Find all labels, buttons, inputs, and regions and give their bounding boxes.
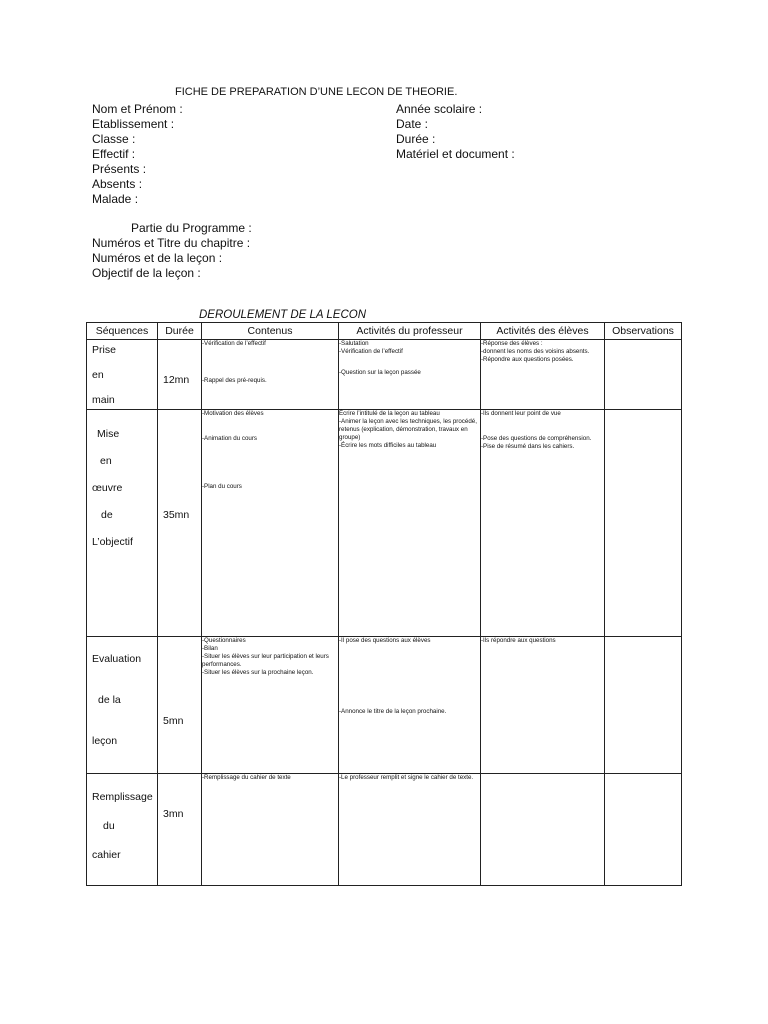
cell-line: -Vérification de l’effectif — [339, 348, 403, 355]
col-header-activites-eleves: Activités des élèves — [481, 323, 605, 340]
cell-line: -Réponse des élèves : — [481, 340, 543, 347]
col-header-duree: Durée — [158, 323, 202, 340]
eleves-cell — [481, 340, 605, 410]
field-nom: Nom et Prénom : — [92, 102, 183, 116]
field-date: Date : — [396, 117, 429, 131]
professeur-cell — [339, 774, 481, 886]
cell-line: -Annonce le titre de la leçon prochaine. — [339, 708, 447, 715]
duree-value: 3mn — [163, 808, 184, 820]
eleves-cell — [481, 637, 605, 774]
duree-value: 35mn — [163, 509, 190, 521]
cell-line: -Animation du cours — [202, 435, 258, 442]
field-chapitre: Numéros et Titre du chapitre : — [92, 236, 251, 250]
cell-line: -Le professeur remplit et signe le cahier de texte. — [339, 774, 474, 781]
cell-line: -Il pose des questions aux élèves — [339, 637, 431, 644]
sequence-cell — [87, 410, 158, 637]
field-materiel: Matériel et document : — [396, 147, 515, 161]
eleves-cell — [481, 774, 605, 886]
cell-line: -Vérification de l’effectif — [202, 340, 266, 347]
contenus-cell — [202, 774, 339, 886]
cell-line: -Rappel des pré-requis. — [202, 377, 267, 384]
cell-line: -Salutation — [339, 340, 369, 347]
cell-line: -Pose des questions de compréhension. — [481, 435, 592, 442]
observations-cell — [605, 340, 682, 410]
field-duree: Durée : — [396, 132, 436, 146]
sequence-word: Prise — [92, 344, 116, 356]
field-presents: Présents : — [92, 162, 147, 176]
cell-line: -Bilan — [202, 645, 218, 652]
cell-line: -Motivation des élèves — [202, 410, 264, 417]
professeur-cell — [339, 410, 481, 637]
field-numero-lecon: Numéros et de la leçon : — [92, 251, 223, 265]
professeur-cell — [339, 340, 481, 410]
duree-cell — [158, 774, 202, 886]
cell-line: -Pise de résumé dans les cahiers. — [481, 443, 575, 450]
sequence-word: en — [100, 455, 112, 467]
field-objectif: Objectif de la leçon : — [92, 266, 201, 280]
sequence-word: cahier — [92, 849, 121, 861]
sequence-word: leçon — [92, 735, 118, 747]
sequence-word: œuvre — [92, 482, 123, 494]
duree-cell — [158, 340, 202, 410]
page-title: FICHE DE PREPARATION D’UNE LECON DE THEORIE. — [175, 86, 458, 98]
professeur-cell — [339, 637, 481, 774]
sequence-cell — [87, 340, 158, 410]
field-partie-programme: Partie du Programme : — [131, 221, 252, 235]
deroulement-title: DEROULEMENT DE LA LECON — [199, 309, 366, 321]
duree-value: 5mn — [163, 715, 184, 727]
col-header-sequences: Séquences — [87, 323, 158, 340]
col-header-contenus: Contenus — [202, 323, 339, 340]
sequence-word: du — [103, 820, 115, 832]
duree-cell — [158, 637, 202, 774]
field-absents: Absents : — [92, 177, 143, 191]
cell-line: -Répondre aux questions posées. — [481, 356, 574, 363]
cell-line: -Plan du cours — [202, 483, 242, 490]
cell-line: -Questionnaires — [202, 637, 246, 644]
sequence-cell — [87, 637, 158, 774]
field-annee-scolaire: Année scolaire : — [396, 102, 483, 116]
sequence-word: Mise — [97, 428, 120, 440]
field-classe: Classe : — [92, 132, 136, 146]
sequence-word: Remplissage — [92, 791, 153, 803]
table-row — [87, 340, 682, 410]
col-header-observations: Observations — [605, 323, 682, 340]
table-row — [87, 637, 682, 774]
cell-line: Écrire l’intitulé de la leçon au tableau — [339, 410, 440, 417]
cell-line: -Ils répondre aux questions — [481, 637, 556, 644]
contenus-cell — [202, 340, 339, 410]
cell-line: -Situer les élèves sur leur participation et leurs performances. — [202, 653, 329, 668]
cell-line: -donnent les noms des voisins absents. — [481, 348, 590, 355]
cell-line: -Situer les élèves sur la prochaine leçon. — [202, 669, 314, 676]
field-malade: Malade : — [92, 192, 139, 206]
duree-cell — [158, 410, 202, 637]
cell-line: -Animer la leçon avec les techniques, les procédé, retenus (explication, démonstration, travaux en groupe) — [339, 418, 477, 441]
field-effectif: Effectif : — [92, 147, 136, 161]
cell-line: -Question sur la leçon passée — [339, 369, 421, 376]
sequence-word: de — [101, 509, 113, 521]
sequence-word: en — [92, 369, 104, 381]
sequence-cell — [87, 774, 158, 886]
eleves-cell — [481, 410, 605, 637]
lesson-table — [86, 322, 682, 886]
table-row — [87, 774, 682, 886]
cell-line: -Écrire les mots difficiles au tableau — [339, 442, 437, 449]
sequence-word: de la — [98, 694, 121, 706]
contenus-cell — [202, 410, 339, 637]
observations-cell — [605, 774, 682, 886]
table-header-row — [87, 323, 682, 340]
cell-line: -Remplissage du cahier de texte — [202, 774, 291, 781]
contenus-cell — [202, 637, 339, 774]
sequence-word: main — [92, 394, 115, 406]
col-header-activites-professeur: Activités du professeur — [339, 323, 481, 340]
duree-value: 12mn — [163, 374, 190, 386]
sequence-word: L’objectif — [92, 536, 133, 548]
sequence-word: Evaluation — [92, 653, 142, 665]
table-row — [87, 410, 682, 637]
observations-cell — [605, 410, 682, 637]
cell-line: -Ils donnent leur point de vue — [481, 410, 561, 417]
field-etablissement: Etablissement : — [92, 117, 175, 131]
observations-cell — [605, 637, 682, 774]
